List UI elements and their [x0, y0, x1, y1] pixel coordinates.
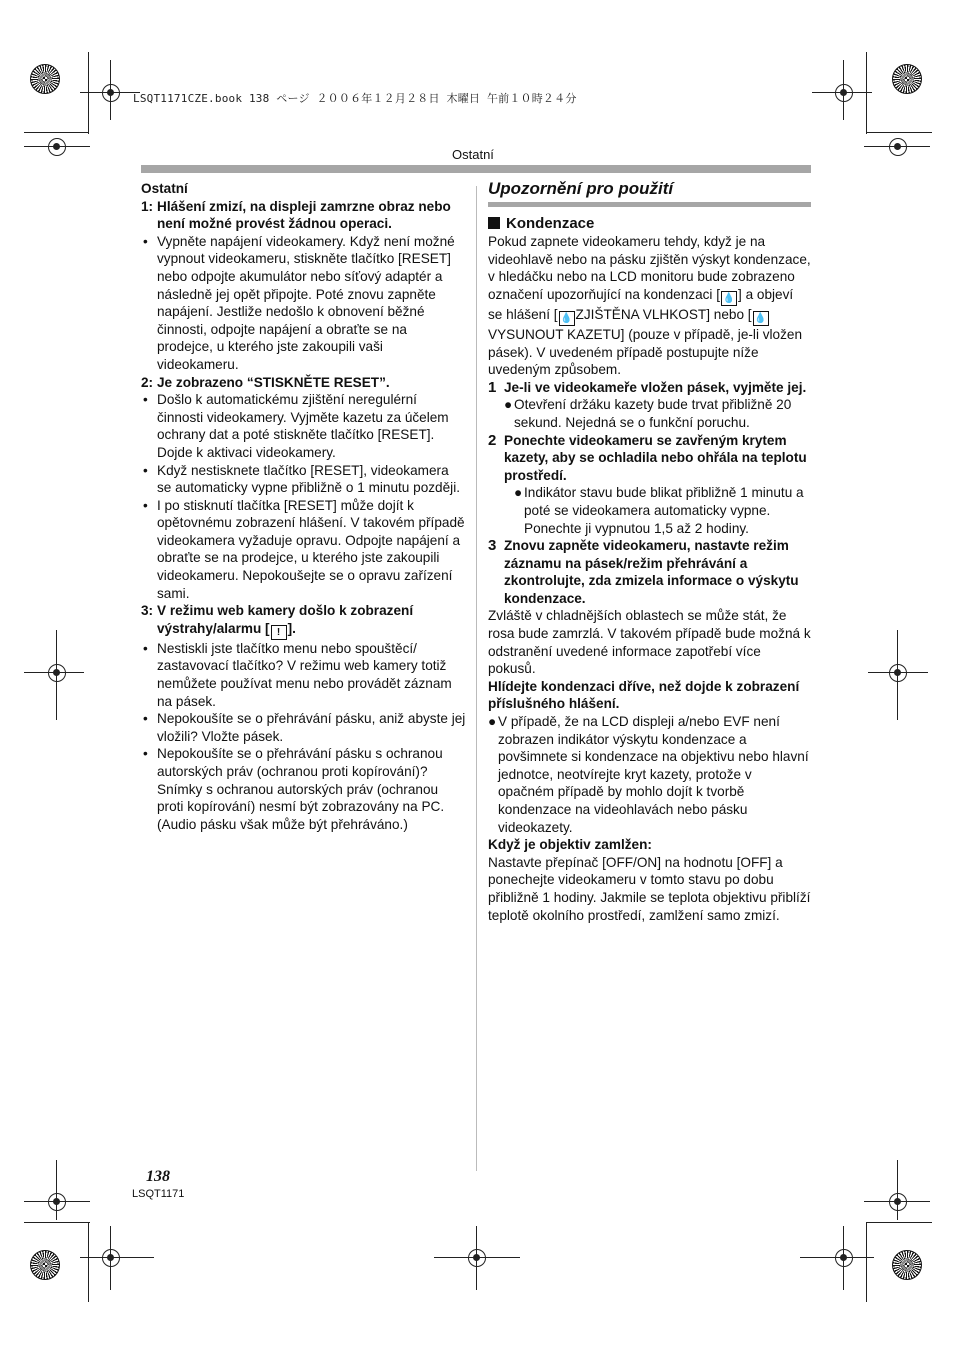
item-number: 3: [141, 603, 154, 619]
registration-sunburst-icon [892, 64, 922, 94]
list-item: • Nepokoušíte se o přehrávání pásku, aniž abyste jej vložili? Vložte pásek. [143, 711, 466, 744]
bold-paragraph: Když je objektiv zamlžen: [488, 837, 652, 853]
step-title: Ponechte videokameru se zavřeným krytem kazety, aby se ochladila nebo ohřála na teplotu prostředí. [504, 432, 807, 483]
step-3 [488, 537, 811, 607]
bullet-text: Došlo k automatickému zjištění neregulérní činnosti videokamery. Vyjměte kazetu za účelem ochrany dat a poté stiskněte tlačítko [RESET]. Dojde k aktivaci videokamery. [157, 392, 449, 460]
registration-target-icon [102, 84, 120, 102]
bullet-text: Nestiskli jste tlačítko menu nebo spouštěcí/ zastavovací tlačítko? V režimu web kamery totiž nemůžete používat menu nebo provádět záznam na pásek. [157, 640, 452, 709]
print-file-line: LSQT1171CZE.book 138 ページ ２００６年１２月２８日 木曜日 午前１０時２４分 [133, 92, 577, 105]
step-2 [488, 432, 811, 485]
page-number: 138 [146, 1168, 170, 1185]
item-3-title [141, 602, 466, 640]
crop-line [110, 60, 111, 120]
crop-line [24, 1201, 90, 1202]
list-item: • Došlo k automatickému zjištění neregulérní činnosti videokamery. Vyjměte kazetu za účelem ochrany dat a poté stiskněte tlačítko [RESET]. Dojde k aktivaci videokamery. [143, 392, 449, 460]
registration-target-icon [889, 1193, 907, 1211]
title-part: V režimu web kamery došlo k zobrazení výstrahy/alarmu [ [157, 603, 414, 636]
list-item: • Nepokoušíte se o přehrávání pásku s ochranou autorských práv (ochranou proti kopírování)? Snímky s ochranou autorských práv (ochranou proti kopírování) nesmí být zobrazovány na PC. (Audio pásku však může být přehráváno.) [143, 746, 445, 832]
step-note: ● Indikátor stavu bude blikat přibližně 1 minutu a poté se videokamera automaticky vypne. Ponechte ji vypnutou 1,5 až 2 hodiny. [514, 485, 804, 536]
paragraph: Nastavte přepínač [OFF/ON] na hodnotu [OFF] a ponechejte videokameru v tomto stavu po dobu přibližně 1 hodiny. Jakmile se teplota objektivu přiblíží teplotě okolního prostředí, zamlžení samo zmizí. [488, 854, 811, 923]
crop-line [56, 1160, 57, 1220]
step-number: 3 [488, 537, 497, 555]
document-code: LSQT1171 [132, 1188, 185, 1200]
note-text: Indikátor stavu bude blikat přibližně 1 minutu a poté se videokamera automaticky vypne. Ponechte ji vypnutou 1,5 až 2 hodiny. [524, 485, 804, 536]
crop-line [24, 1222, 90, 1223]
crop-line [843, 1226, 844, 1290]
left-column [141, 180, 466, 833]
registration-target-icon [889, 138, 907, 156]
crop-line [866, 1222, 932, 1223]
condensation-drop-icon: 💧 [754, 312, 767, 324]
step-title: Znovu zapněte videokameru, nastavte režim záznamu na pásek/režim přehrávání a zkontrolujte, zda zmizela informace o výskytu kondenzace. [504, 538, 799, 606]
step-number: 1 [488, 378, 497, 396]
step-number: 2 [488, 431, 497, 449]
crop-line [88, 52, 89, 134]
bullet-text: I po stisknutí tlačítka [RESET] může dojít k opětovnému zobrazení hlášení. V takovém případě videokamera vyžaduje opravu. Odpojte napájení a obraťte se na prodejce, u kterého jste zakoupili videokameru. Nepokoušejte se o opravu zařízení sami. [157, 497, 465, 601]
subsection-title [488, 215, 811, 233]
registration-target-icon [468, 1249, 486, 1267]
text-part: VYSUNOUT KAZETU] (pouze v případě, je-li vložen pásek). V uvedeném případě postupujte níže uvedeným způsobem. [488, 326, 803, 378]
crop-line [864, 146, 930, 147]
list-item: • Vypněte napájení videokamery. Když není možné vypnout videokameru, stiskněte tlačítko [RESET] nebo odpojte akumulátor nebo síťový adaptér a následně jej opět připojte. Poté znovu zapněte napájení. Jestliže nedošlo k obnovení běžné činnosti, odpojte napájení a obraťte se na prodejce, u kterého jste zakoupili vaši videokameru. [143, 233, 455, 372]
crop-line [800, 1257, 874, 1258]
item-title [157, 602, 466, 640]
crop-line [812, 92, 872, 93]
crop-line [80, 1257, 154, 1258]
title-bar [488, 202, 811, 207]
header-bar [141, 165, 811, 173]
item-1-title [141, 198, 466, 233]
column-divider [476, 186, 477, 1171]
right-column [488, 180, 811, 924]
text-part: ] a objeví se hlášení [ [488, 286, 794, 322]
crop-line [80, 92, 140, 93]
registration-target-icon [48, 138, 66, 156]
intro-paragraph [488, 233, 811, 379]
crop-line [866, 1222, 867, 1302]
crop-line [88, 1222, 89, 1302]
list-item: ● V případě, že na LCD displeji a/nebo EVF není zobrazen indikátor výskytu kondenzace a povšimnete si kondenzace na objektivu nebo hlavní jednotce, neotvírejte kryt kazety, protože v opačném případě by mohlo dojít k tvorbě kondenzace na videohlavách nebo pásku videokazety. [488, 714, 809, 835]
subsection-label: Kondenzace [506, 214, 595, 232]
registration-sunburst-icon [30, 1250, 60, 1280]
crop-line [866, 52, 867, 134]
bold-paragraph: Hlídejte kondenzaci dříve, než dojde k zobrazení příslušného hlášení. [488, 678, 800, 712]
crop-line [476, 1226, 477, 1290]
item-number: 2: [141, 374, 154, 390]
crop-line [24, 672, 84, 673]
crop-line [434, 1257, 520, 1258]
crop-line [843, 60, 844, 120]
bullet-text: Nepokoušíte se o přehrávání pásku, aniž abyste jej vložili? Vložte pásek. [157, 711, 466, 744]
step-1 [488, 379, 811, 397]
list-item: • Nestiskli jste tlačítko menu nebo spouštěcí/ zastavovací tlačítko? V režimu web kamery totiž nemůžete používat menu nebo provádět záznam na pásek. [143, 640, 452, 709]
bullet-text: Když nestisknete tlačítko [RESET], videokamera se automaticky vypne přibližně o 1 minutu později. [157, 462, 460, 496]
crop-line [897, 630, 898, 720]
item-2-title [141, 374, 466, 392]
step-note: ● Otevření držáku kazety bude trvat přibližně 20 sekund. Nejedná se o funkční poruchu. [504, 397, 792, 430]
registration-target-icon [889, 664, 907, 682]
title-part: ]. [287, 620, 296, 636]
crop-line [24, 146, 90, 147]
crop-line [110, 1226, 111, 1290]
section-label: Ostatní [452, 147, 494, 162]
registration-target-icon [835, 84, 853, 102]
text-part: Pokud zapnete videokameru tehdy, když je na videohlavě nebo na pásku zjištěn výskyt kondenzace, v hledáčku nebo na LCD monitoru bude zobrazeno označení upozorňující na kondenzaci [ [488, 234, 811, 302]
list-item: • I po stisknutí tlačítka [RESET] může dojít k opětovnému zobrazení hlášení. V takovém případě videokamera vyžaduje opravu. Odpojte napájení a obraťte se na prodejce, u kterého jste zakoupili videokameru. Nepokoušejte se o opravu zařízení sami. [143, 497, 465, 601]
crop-line [864, 1201, 930, 1202]
bullet-text: Nepokoušíte se o přehrávání pásku s ochranou autorských práv (ochranou proti kopírování)? Snímky s ochranou autorských práv (ochranou proti kopírování) nesmí být zobrazovány na PC. (Audio pásku však může být přehráváno.) [157, 746, 445, 832]
paragraph: Zvláště v chladnějších oblastech se může stát, že rosa bude zamrzlá. V takovém případě bude možná k odstranění uvedené informace zapotřebí více pokusů. [488, 608, 811, 677]
crop-line [897, 1160, 898, 1220]
left-heading: Ostatní [141, 181, 188, 196]
square-bullet-icon [488, 217, 500, 229]
item-title: Je zobrazeno “STISKNĚTE RESET”. [157, 374, 390, 390]
registration-target-icon [835, 1249, 853, 1267]
registration-target-icon [48, 664, 66, 682]
registration-target-icon [102, 1249, 120, 1267]
item-title: Hlášení zmizí, na displeji zamrzne obraz nebo není možné provést žádnou operaci. [157, 198, 451, 232]
warning-icon: ! [271, 625, 287, 640]
crop-line [24, 132, 88, 133]
registration-sunburst-icon [30, 64, 60, 94]
registration-sunburst-icon [892, 1250, 922, 1280]
note-text: Otevření držáku kazety bude trvat přibližně 20 sekund. Nejedná se o funkční poruchu. [514, 397, 792, 430]
crop-line [56, 630, 57, 720]
registration-target-icon [48, 1193, 66, 1211]
condensation-drop-icon: 💧 [722, 292, 736, 304]
list-item: • Když nestisknete tlačítko [RESET], videokamera se automaticky vypne přibližně o 1 minutu později. [143, 462, 460, 496]
condensation-drop-icon: 💧 [560, 312, 573, 324]
crop-line [866, 132, 932, 133]
item-number: 1: [141, 198, 154, 214]
section-title: Upozornění pro použití [488, 179, 674, 198]
bullet-text: V případě, že na LCD displeji a/nebo EVF není zobrazen indikátor výskytu kondenzace a povšimnete si kondenzace na objektivu nebo hlavní jednotce, neotvírejte kryt kazety, protože v opačném případě by mohlo dojít k tvorbě kondenzace na videohlavách nebo pásku videokazety. [498, 714, 809, 835]
crop-line [868, 672, 928, 673]
text-part: ZJIŠTĚNA VLHKOST] nebo [ [575, 306, 752, 322]
step-title: Je-li ve videokameře vložen pásek, vyjměte jej. [504, 379, 807, 395]
bullet-text: Vypněte napájení videokamery. Když není možné vypnout videokameru, stiskněte tlačítko [RESET] nebo odpojte akumulátor nebo síťový adaptér a následně jej opět připojte. Poté znovu zapněte napájení. Jestliže nedošlo k obnovení běžné činnosti, odpojte napájení a obraťte se na prodejce, u kterého jste zakoupili vaši videokameru. [157, 233, 455, 372]
